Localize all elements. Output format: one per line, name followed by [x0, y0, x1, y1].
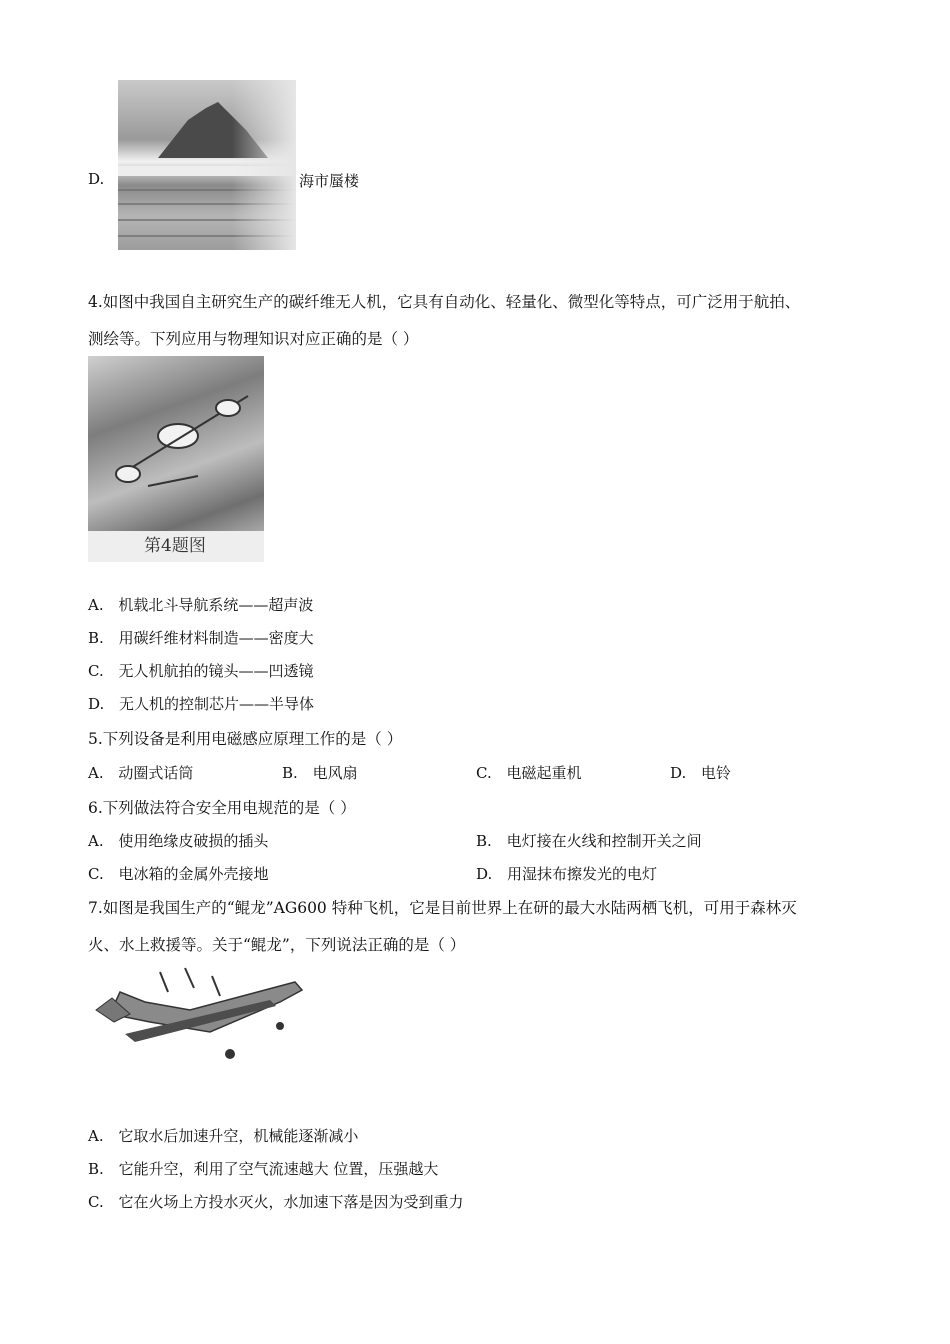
option-b [476, 830, 702, 851]
question-5-stem: 5.下列设备是利用电磁感应原理工作的是（ ） [88, 730, 403, 748]
question-4-stem-line2: 测绘等。下列应用与物理知识对应正确的是（ ） [88, 330, 419, 348]
option-b [88, 1158, 438, 1179]
option-c [88, 660, 314, 681]
option-a [88, 762, 193, 783]
option-label: D. [670, 764, 687, 782]
option-text: 动圈式话筒 [118, 764, 194, 782]
question-4-stem-line1: 4.如图中我国自主研究生产的碳纤维无人机，它具有自动化、轻量化、微型化等特点，可广泛用于航拍、 [88, 293, 801, 311]
option-label: A. [88, 832, 104, 850]
option-text: 电冰箱的金属外壳接地 [118, 865, 269, 883]
option-text: 海市蜃楼 [299, 172, 360, 190]
option-d [476, 863, 657, 884]
option-label: D. [476, 865, 493, 883]
option-label: C. [476, 764, 492, 782]
option-a [88, 594, 313, 615]
option-label: D. [88, 695, 105, 713]
option-label: B. [282, 764, 298, 782]
option-label: A. [88, 764, 104, 782]
option-a [88, 830, 268, 851]
option-label: B. [88, 1160, 104, 1178]
mirage-photo [118, 80, 296, 250]
option-text: 机载北斗导航系统——超声波 [118, 596, 314, 614]
option-label: C. [88, 1193, 104, 1211]
question-6-stem: 6.下列做法符合安全用电规范的是（ ） [88, 799, 356, 817]
option-c [88, 863, 269, 884]
question-7-stem-line2: 火、水上救援等。关于“鲲龙”，下列说法正确的是（ ） [88, 936, 466, 954]
option-label: A. [88, 1127, 104, 1145]
option-b [282, 762, 358, 783]
option-label: D. [88, 170, 105, 188]
option-b [88, 627, 314, 648]
figure-caption: 第4题图 [144, 536, 206, 556]
option-text: 无人机的控制芯片——半导体 [119, 695, 315, 713]
option-label: B. [476, 832, 492, 850]
option-text: 用湿抹布擦发光的电灯 [507, 865, 658, 883]
option-text: 它在火场上方投水灭火，水加速下落是因为受到重力 [118, 1193, 464, 1211]
option-label: C. [88, 662, 104, 680]
drone-photo [88, 356, 264, 562]
option-text: 它取水后加速升空，机械能逐渐减小 [118, 1127, 359, 1145]
option-text: 电铃 [701, 764, 732, 782]
option-label: B. [88, 629, 104, 647]
option-text: 无人机航拍的镜头——凹透镜 [118, 662, 314, 680]
option-d [670, 762, 731, 783]
option-a [88, 1125, 358, 1146]
option-text: 电风扇 [312, 764, 358, 782]
seaplane-photo [90, 962, 312, 1072]
question-7-stem-line1: 7.如图是我国生产的“鲲龙”AG600 特种飞机，它是目前世界上在研的最大水陆两栖飞机，可用于森林灭 [88, 899, 797, 917]
option-text: 用碳纤维材料制造——密度大 [118, 629, 314, 647]
option-text: 使用绝缘皮破损的插头 [118, 832, 269, 850]
option-text: 电磁起重机 [506, 764, 582, 782]
option-c [88, 1191, 464, 1212]
option-text: 电灯接在火线和控制开关之间 [506, 832, 702, 850]
option-c [476, 762, 582, 783]
option-label: A. [88, 596, 104, 614]
option-label: C. [88, 865, 104, 883]
option-d [88, 693, 314, 714]
option-text: 它能升空，利用了空气流速越大 位置，压强越大 [118, 1160, 439, 1178]
